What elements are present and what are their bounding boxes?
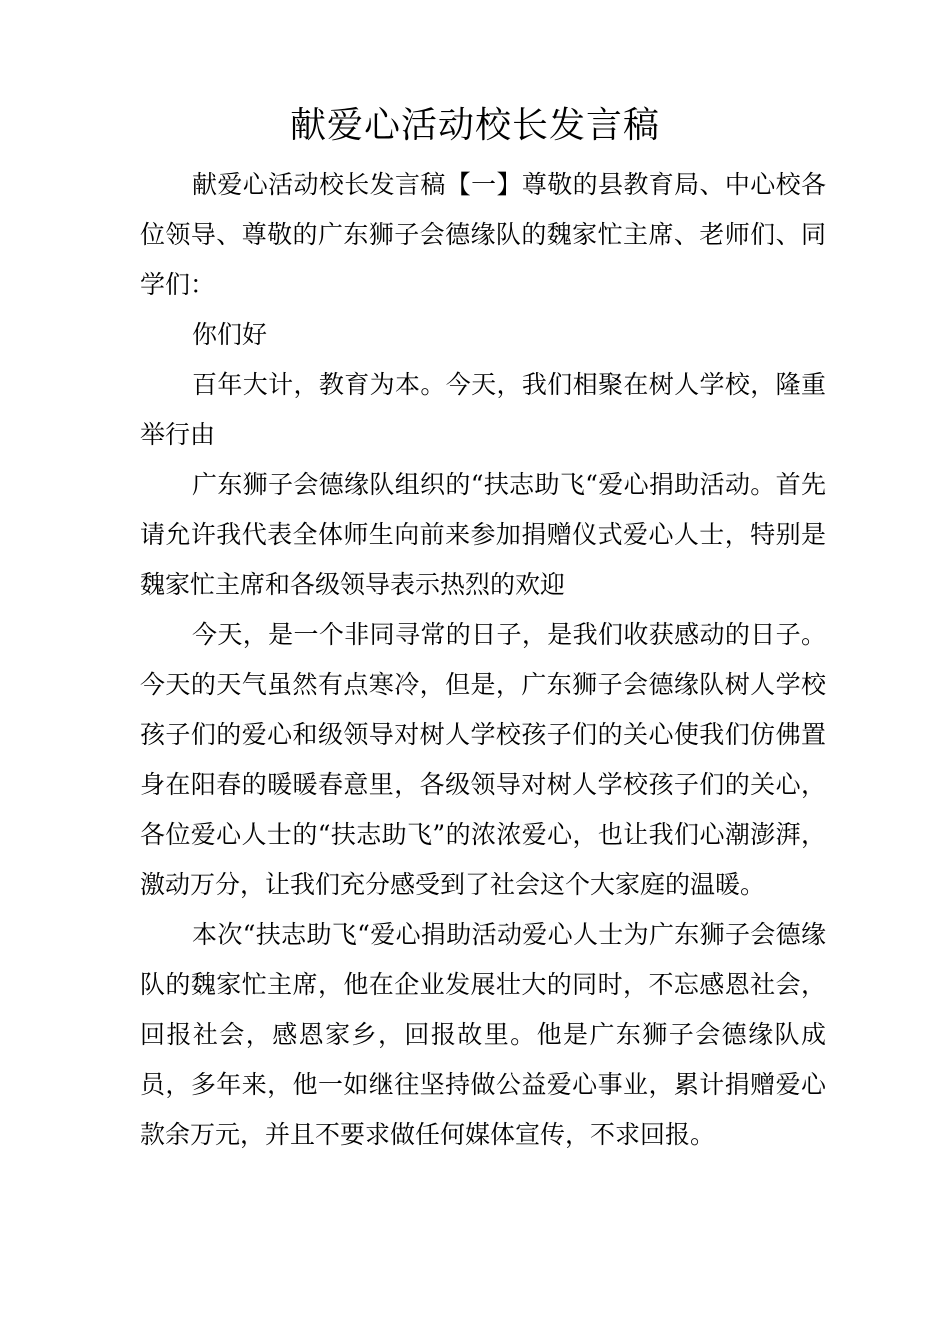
paragraph-opening: 百年大计，教育为本。今天，我们相聚在树人学校，隆重举行由: [140, 370, 826, 449]
document-body: [140, 160, 826, 1160]
paragraph-donor: 本次“扶志助飞“爱心捐助活动爱心人士为广东狮子会德缘队的魏家忙主席，他在企业发展壮大的同时，不忘感恩社会，回报社会，感恩家乡，回报故里。他是广东狮子会德缘队成员，多年来，他一如继往坚持做公益爱心事业，累计捐赠爱心款余万元，并且不要求做任何媒体宣传，不求回报。: [140, 920, 826, 1149]
paragraph-welcome: 广东狮子会德缘队组织的“扶志助飞“爱心捐助活动。首先请允许我代表全体师生向前来参加捐赠仪式爱心人士，特别是魏家忙主席和各级领导表示热烈的欢迎: [140, 470, 826, 599]
paragraph-salutation: 献爱心活动校长发言稿【一】尊敬的县教育局、中心校各位领导、尊敬的广东狮子会德缘队的魏家忙主席、老师们、同学们：: [140, 170, 826, 299]
document-title: 献爱心活动校长发言稿: [289, 105, 660, 146]
paragraph-today: 今天，是一个非同寻常的日子，是我们收获感动的日子。今天的天气虽然有点寒冷，但是，广东狮子会德缘队树人学校孩子们的爱心和级领导对树人学校孩子们的关心使我们仿佛置身在阳春的暖暖春意里，各级领导对树人学校孩子们的关心，各位爱心人士的“扶志助飞”的浓浓爱心，也让我们心潮澎湃，激动万分，让我们充分感受到了社会这个大家庭的温暖。: [140, 620, 826, 899]
paragraph-greeting: 你们好: [192, 320, 268, 349]
